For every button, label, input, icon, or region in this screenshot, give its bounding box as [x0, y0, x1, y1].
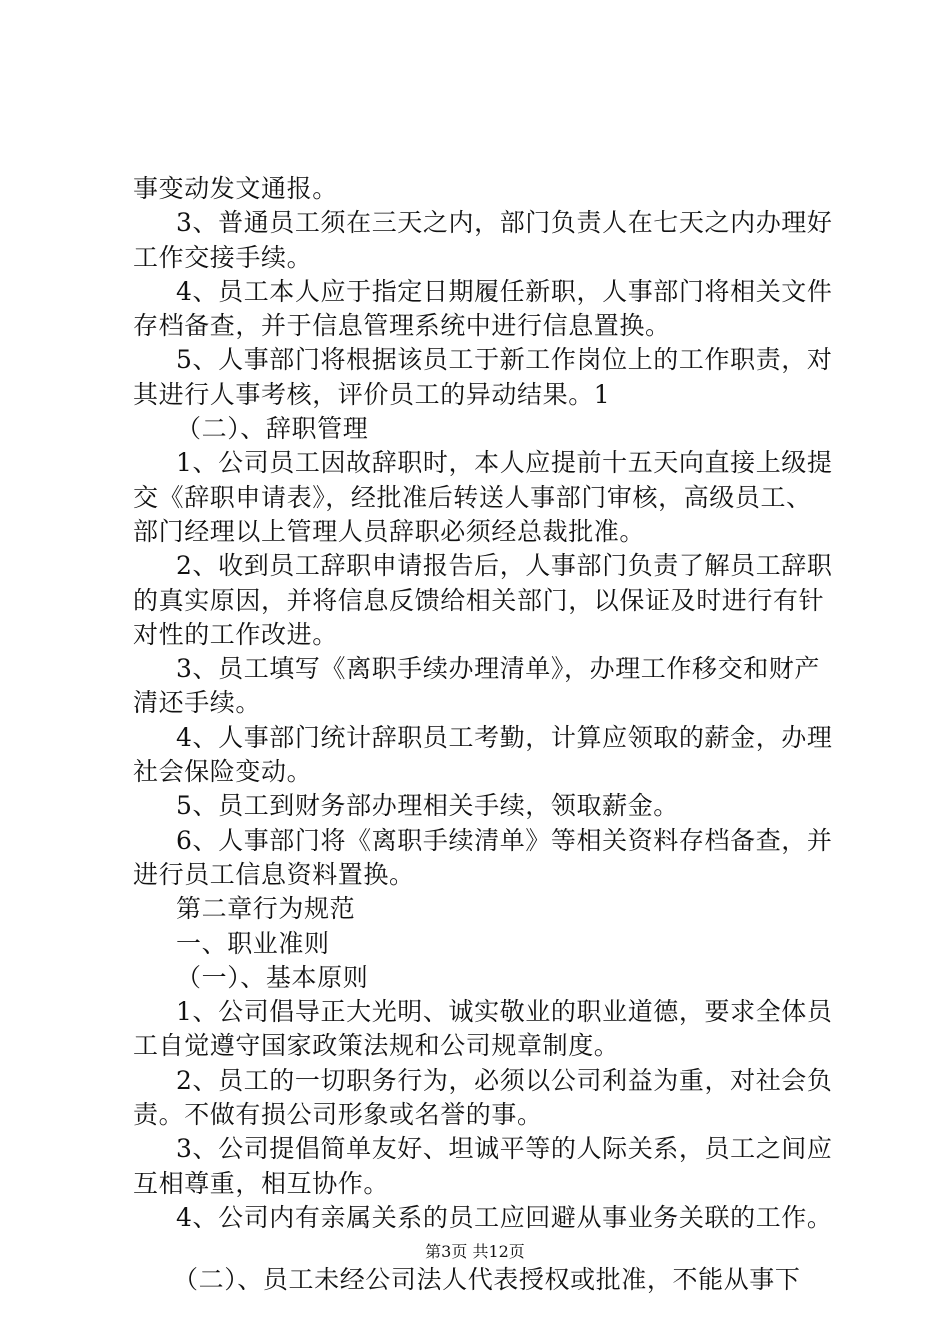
text-line: 1、公司倡导正大光明、诚实敬业的职业道德，要求全体员 — [176, 997, 833, 1027]
text-line: 4、员工本人应于指定日期履任新职，人事部门将相关文件 — [176, 276, 833, 306]
text-line: 部门经理以上管理人员辞职必须经总裁批准。 — [133, 516, 646, 546]
text-line: 5、人事部门将根据该员工于新工作岗位上的工作职责，对 — [176, 345, 833, 375]
text-line: 交《辞职申请表》，经批准后转送人事部门审核，高级员工、 — [133, 482, 812, 512]
text-line: 2、收到员工辞职申请报告后，人事部门负责了解员工辞职 — [176, 551, 833, 581]
text-line: 其进行人事考核，评价员工的异动结果。1 — [133, 379, 611, 409]
text-line: 4、公司内有亲属关系的员工应回避从事业务关联的工作。 — [176, 1202, 833, 1232]
chapter-heading: 第二章行为规范 — [176, 894, 356, 924]
text-line: 对性的工作改进。 — [133, 619, 338, 649]
text-line: 的真实原因，并将信息反馈给相关部门，以保证及时进行有针 — [133, 585, 825, 615]
text-line: 清还手续。 — [133, 688, 262, 718]
text-line: 4、人事部门统计辞职员工考勤，计算应领取的薪金，办理 — [176, 722, 833, 752]
text-line: 6、人事部门将《离职手续清单》等相关资料存档备查，并 — [176, 825, 833, 855]
text-line: 进行员工信息资料置换。 — [133, 859, 415, 889]
page-footer: 第3页 共12页 — [425, 1242, 525, 1261]
text-line: 社会保险变动。 — [133, 757, 313, 787]
text-line: 3、公司提倡简单友好、坦诚平等的人际关系，员工之间应 — [176, 1134, 833, 1164]
text-line: 工作交接手续。 — [133, 242, 313, 272]
text-line: 2、员工的一切职务行为，必须以公司利益为重，对社会负 — [176, 1065, 833, 1095]
text-line: 存档备查，并于信息管理系统中进行信息置换。 — [133, 311, 671, 341]
text-line: 责。不做有损公司形象或名誉的事。 — [133, 1100, 543, 1130]
section-heading: （二）、辞职管理 — [176, 414, 369, 444]
text-line: 工自觉遵守国家政策法规和公司规章制度。 — [133, 1031, 620, 1061]
text-line: 3、普通员工须在三天之内，部门负责人在七天之内办理好 — [176, 208, 833, 238]
text-line: 5、员工到财务部办理相关手续，领取薪金。 — [176, 791, 679, 821]
text-line: 事变动发文通报。 — [133, 174, 338, 203]
text-line: 3、员工填写《离职手续办理清单》，办理工作移交和财产 — [176, 654, 821, 684]
subsection-heading: （一）、基本原则 — [176, 962, 369, 992]
section-heading: 一、职业准则 — [176, 928, 330, 958]
document-body — [133, 172, 833, 1298]
text-line: （二）、员工未经公司法人代表授权或批准，不能从事下 — [173, 1265, 801, 1295]
text-line: 互相尊重，相互协作。 — [133, 1168, 390, 1198]
text-line: 1、公司员工因故辞职时，本人应提前十五天向直接上级提 — [176, 448, 833, 478]
